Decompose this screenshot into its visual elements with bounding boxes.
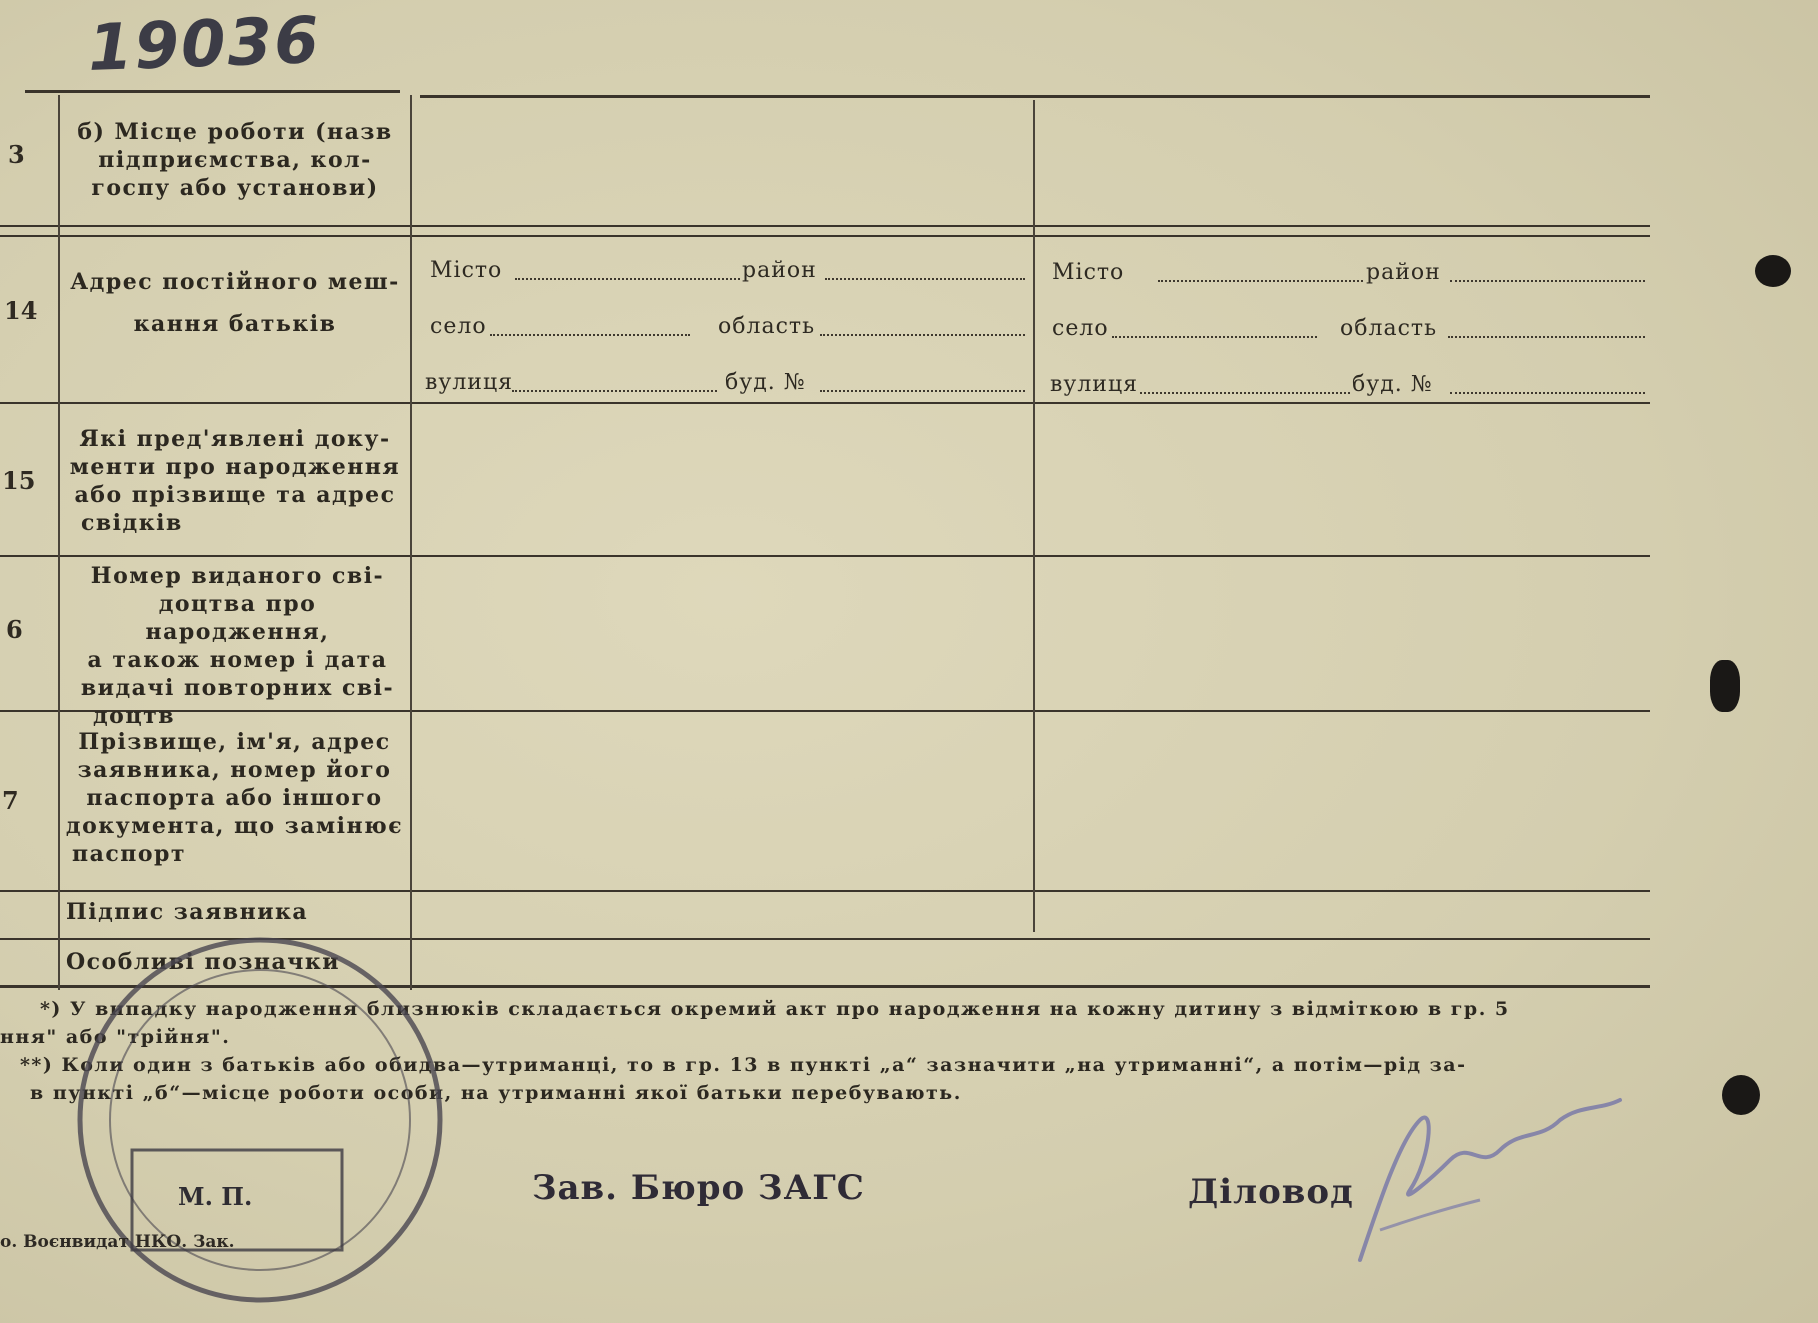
special-notes-label: Особливі позначки (66, 949, 341, 975)
region-label: область (1340, 316, 1438, 341)
street-label: вулиця (425, 370, 513, 395)
footnote-2-cont: в пункті „б“—місце роботи особи, на утриманні якої батьки перебувають. (30, 1082, 962, 1104)
handwritten-number: 19036 (86, 3, 322, 87)
printer-line: о. Воєнвидат НКО. Зак. (0, 1232, 235, 1252)
head-of-registry-label: Зав. Бюро ЗАГС (532, 1168, 865, 1208)
street-label: вулиця (1050, 372, 1138, 397)
top-rule-right (420, 95, 1650, 98)
city-label: Місто (430, 258, 503, 283)
row-separator (0, 225, 1650, 227)
row-label: Прізвище, ім'я, адрес заявника, номер його паспорта або іншого документа, що замінює паспорт (65, 729, 404, 867)
row-number: 7 (2, 786, 19, 815)
row-number: 15 (2, 466, 36, 495)
col-line-num (58, 95, 60, 990)
region-field[interactable] (1448, 336, 1645, 338)
row-separator (0, 402, 1650, 404)
district-label: район (742, 258, 817, 283)
row-number: 3 (8, 140, 25, 169)
street-field[interactable] (1140, 392, 1350, 394)
applicant-signature-label: Підпис заявника (66, 899, 309, 925)
punch-hole (1722, 1075, 1760, 1115)
col-line-label (410, 95, 412, 990)
punch-hole (1710, 660, 1740, 712)
region-field[interactable] (820, 334, 1025, 336)
clerk-signature (1340, 1080, 1640, 1280)
row-separator (0, 235, 1650, 237)
row-label: Адрес постійного меш- кання батьків (70, 269, 400, 337)
footnote-1-cont: ння" або "трійня". (0, 1026, 231, 1048)
clerk-label: Діловод (1188, 1172, 1354, 1212)
building-label: буд. № (1352, 372, 1433, 397)
village-field[interactable] (490, 334, 690, 336)
street-field[interactable] (512, 390, 717, 392)
row-number: 14 (4, 296, 38, 325)
row-separator (0, 890, 1650, 892)
punch-hole (1755, 255, 1791, 287)
district-label: район (1366, 260, 1441, 285)
top-rule-left (25, 90, 400, 93)
region-label: область (718, 314, 816, 339)
row-label: Які пред'явлені доку- менти про народження або прізвище та адрес свідків (69, 426, 401, 536)
building-field[interactable] (820, 390, 1025, 392)
village-label: село (1052, 316, 1109, 341)
village-field[interactable] (1112, 336, 1317, 338)
building-field[interactable] (1450, 392, 1645, 394)
row-label: б) Місце роботи (назв підприємства, кол- госпу або установи) (77, 119, 393, 201)
building-label: буд. № (725, 370, 806, 395)
city-field[interactable] (515, 278, 740, 280)
district-field[interactable] (1450, 280, 1645, 282)
city-label: Місто (1052, 260, 1125, 285)
col-line-mid (1033, 100, 1035, 932)
city-field[interactable] (1158, 280, 1363, 282)
footnote-2: **) Коли один з батьків або обидва—утриманці, то в гр. 13 в пункті „а“ зазначити „на утриманні“, а потім—рід за- (20, 1054, 1467, 1076)
official-stamp (60, 920, 460, 1320)
row-label: Номер виданого сві- доцтва про народження, а також номер і дата видачі повторних сві- доцтв (80, 563, 395, 729)
row-number: 6 (6, 615, 23, 644)
row-separator (0, 555, 1650, 557)
footnote-1: *) У випадку народження близнюків складається окремий акт про народження на кожну дитину з відміткою в гр. 5 (40, 998, 1510, 1020)
stamp-text: М. П. (178, 1182, 253, 1211)
district-field[interactable] (825, 278, 1025, 280)
village-label: село (430, 314, 487, 339)
